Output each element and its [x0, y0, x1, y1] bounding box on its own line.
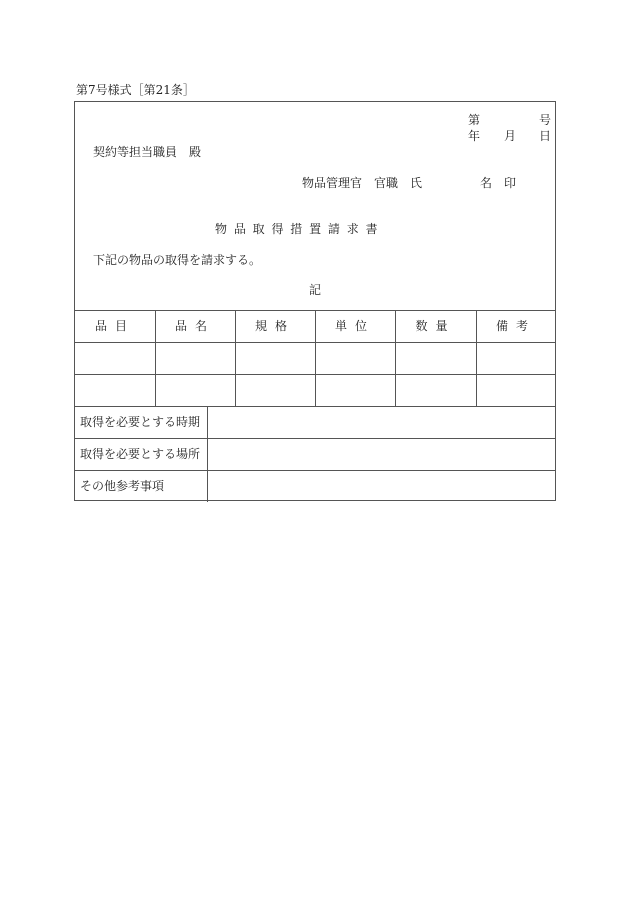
form-label: 第7号様式［第21条］	[76, 83, 195, 97]
number-suffix: 号	[539, 113, 552, 127]
notes-label: その他参考事項	[80, 479, 165, 493]
location-label: 取得を必要とする場所	[80, 447, 201, 461]
header-name: 品名	[174, 319, 215, 333]
ki-label: 記	[309, 283, 322, 297]
timing-label: 取得を必要とする時期	[80, 415, 201, 429]
sender-seal: 名 印	[480, 176, 517, 190]
header-quantity: 数量	[415, 319, 456, 333]
header-remarks: 備考	[495, 319, 536, 333]
document-title: 物 品 取 得 措 置 請 求 書	[215, 222, 378, 236]
divider	[75, 406, 555, 407]
addressee: 契約等担当職員 殿	[93, 145, 202, 159]
number-prefix: 第	[468, 113, 481, 127]
divider	[75, 438, 555, 439]
date-year: 年	[468, 129, 481, 143]
divider	[207, 406, 208, 502]
header-spec: 規格	[254, 319, 295, 333]
form-frame	[74, 101, 556, 501]
header-item: 品目	[94, 319, 135, 333]
sender-title: 物品管理官 官職 氏	[302, 176, 423, 190]
date-day: 日	[539, 129, 552, 143]
date-month: 月	[504, 129, 517, 143]
body-text: 下記の物品の取得を請求する。	[93, 253, 262, 267]
divider	[75, 470, 555, 471]
header-unit: 単位	[334, 319, 375, 333]
